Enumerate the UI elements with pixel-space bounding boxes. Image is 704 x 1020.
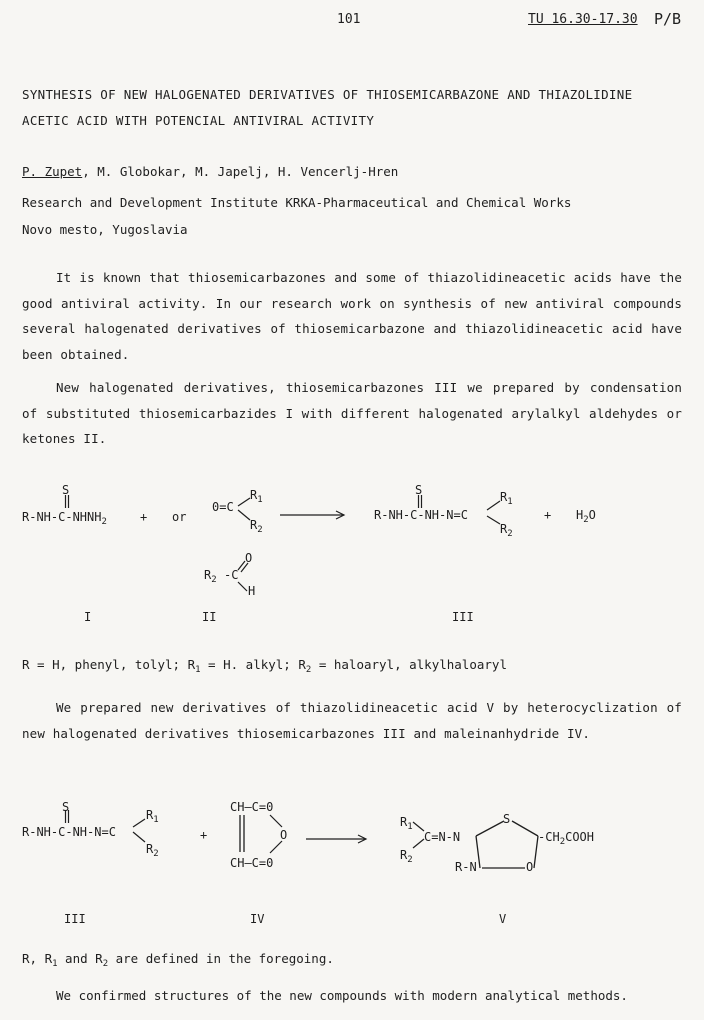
or-label: or — [172, 510, 187, 524]
reactant-3-r1-sub: 1 — [153, 815, 159, 825]
label-compound-III: III — [452, 610, 474, 624]
label-compound-I: I — [84, 610, 92, 624]
reactant-1-text: R-NH-C-NHNH — [22, 510, 102, 524]
definition-2-part-1: R, R — [22, 951, 53, 966]
definition-1-sub-2: 2 — [305, 665, 312, 675]
product-5-cooh: COOH — [565, 830, 595, 844]
product-5-ch2: -CH — [538, 830, 560, 844]
aldehyde-r2 — [204, 568, 217, 585]
plus-sign-1: + — [140, 510, 148, 524]
product-5-carbonyl-oxygen: O — [526, 860, 534, 874]
product-5-r1 — [400, 815, 413, 832]
definition-2-part-3: are defined in the foregoing. — [108, 951, 334, 966]
affiliation-line-1: Research and Development Institute KRKA-Pharmaceutical and Chemical Works — [22, 195, 572, 210]
plus-sign-3: + — [200, 828, 208, 842]
presenting-author: P. Zupet — [22, 164, 83, 179]
ketone-r1-text: R — [250, 488, 258, 502]
substituent-note — [22, 951, 334, 969]
anhydride-oxygen: O — [280, 828, 288, 842]
substituent-definitions — [22, 657, 507, 675]
reactant-1-thiosemicarbazide — [22, 510, 107, 527]
aldehyde-r2-text: R — [204, 568, 212, 582]
plus-sign-2: + — [544, 508, 552, 522]
water-sub: 2 — [583, 515, 589, 525]
session-time: TU 16.30-17.30 — [528, 12, 638, 27]
paragraph-heterocyclization: We prepared new derivatives of thiazolidineacetic acid V by heterocyclization of new halogenated derivatives thiosemicarbazones III and maleinanhydride IV. — [22, 700, 682, 741]
product-5-hydrazone: C=N-N — [424, 830, 461, 844]
definition-1-part-1: R = H, phenyl, tolyl; R — [22, 657, 196, 672]
product-3-r2-sub: 2 — [507, 529, 513, 539]
label-compound-II: II — [202, 610, 217, 624]
water — [576, 508, 596, 525]
product-5-r2 — [400, 848, 413, 865]
product-3-r1-sub: 1 — [507, 497, 513, 507]
reactant-1-sub: 2 — [101, 517, 107, 527]
product-3-r1 — [500, 490, 513, 507]
aldehyde-oxygen: O — [245, 551, 253, 565]
ketone-r1-sub: 1 — [257, 495, 263, 505]
aldehyde-hydrogen: H — [248, 584, 256, 598]
ketone-carbonyl: 0=C — [212, 500, 234, 514]
reaction-1-bonds — [0, 470, 704, 640]
reactant-3-r2 — [146, 842, 159, 859]
paragraph-condensation: New halogenated derivatives, thiosemicarbazones III we prepared by condensation of substituted thiosemicarbazides I with different halogenated arylalkyl aldehydes or ketones II. — [22, 380, 682, 446]
definition-1-sub-1: 1 — [195, 665, 201, 675]
anhydride-top: CH—C=0 — [230, 800, 274, 814]
aldehyde-r2-sub: 2 — [211, 575, 217, 585]
title-line-2: ACETIC ACID WITH POTENCIAL ANTIVIRAL ACTIVITY — [22, 113, 375, 128]
anhydride-bottom: CH—C=0 — [230, 856, 274, 870]
definition-1-part-2: = H. alkyl; R — [200, 657, 306, 672]
product-5-r2-sub: 2 — [407, 855, 413, 865]
product-3-r1-text: R — [500, 490, 508, 504]
ketone-r1 — [250, 488, 263, 505]
product-3-r2 — [500, 522, 513, 539]
reactant-3-r1 — [146, 808, 159, 825]
reactant-3-sulfur: S — [62, 800, 70, 814]
product-5-acetic-acid — [538, 830, 594, 847]
label-compound-V: V — [499, 912, 507, 926]
water-o: O — [588, 508, 596, 522]
label-compound-IV: IV — [250, 912, 265, 926]
product-3-sulfur: S — [415, 483, 423, 497]
product-5-r1-sub: 1 — [407, 822, 413, 832]
product-5-r2-text: R — [400, 848, 408, 862]
product-5-sulfur: S — [503, 812, 511, 826]
ketone-r2-text: R — [250, 518, 258, 532]
water-h: H — [576, 508, 584, 522]
affiliation-line-2: Novo mesto, Yugoslavia — [22, 222, 188, 237]
reactant-1-sulfur: S — [62, 483, 70, 497]
reactant-3-r2-text: R — [146, 842, 154, 856]
product-3-r2-text: R — [500, 522, 508, 536]
reactant-3-thiosemicarbazone: R-NH-C-NH-N=C — [22, 825, 116, 839]
product-3-thiosemicarbazone: R-NH-C-NH-N=C — [374, 508, 468, 522]
session-code: P/B — [654, 10, 682, 28]
page-number: 101 — [337, 12, 361, 27]
authors — [22, 164, 398, 179]
definition-2-part-2: and R — [57, 951, 103, 966]
reaction-2-bonds — [0, 795, 704, 895]
definition-2-sub-1: 1 — [52, 959, 58, 969]
paragraph-intro: It is known that thiosemicarbazones and some of thiazolidineacetic acids have the good antiviral activity. In our research work on synthesis of new antiviral compounds several halogenated derivatives of thiosemicarbazone and thiazolidineacetic acid have been obtained. — [22, 270, 682, 362]
title-line-1: SYNTHESIS OF NEW HALOGENATED DERIVATIVES OF THIOSEMICARBAZONE AND THIAZOLIDINE — [22, 87, 633, 102]
aldehyde-carbon: -C — [224, 568, 239, 582]
definition-1-part-3: = haloaryl, alkylhaloaryl — [311, 657, 507, 672]
reactant-3-r2-sub: 2 — [153, 849, 159, 859]
product-5-nitrogen: R-N — [455, 860, 477, 874]
paragraph-confirmation: We confirmed structures of the new compounds with modern analytical methods. — [56, 988, 628, 1003]
product-5-r1-text: R — [400, 815, 408, 829]
ketone-r2-sub: 2 — [257, 525, 263, 535]
label-compound-III-b: III — [64, 912, 86, 926]
product-5-ch2-sub: 2 — [559, 837, 566, 847]
ketone-r2 — [250, 518, 263, 535]
reactant-3-r1-text: R — [146, 808, 154, 822]
co-authors: , M. Globokar, M. Japelj, H. Vencerlj-Hren — [82, 164, 399, 179]
definition-2-sub-2: 2 — [102, 959, 109, 969]
